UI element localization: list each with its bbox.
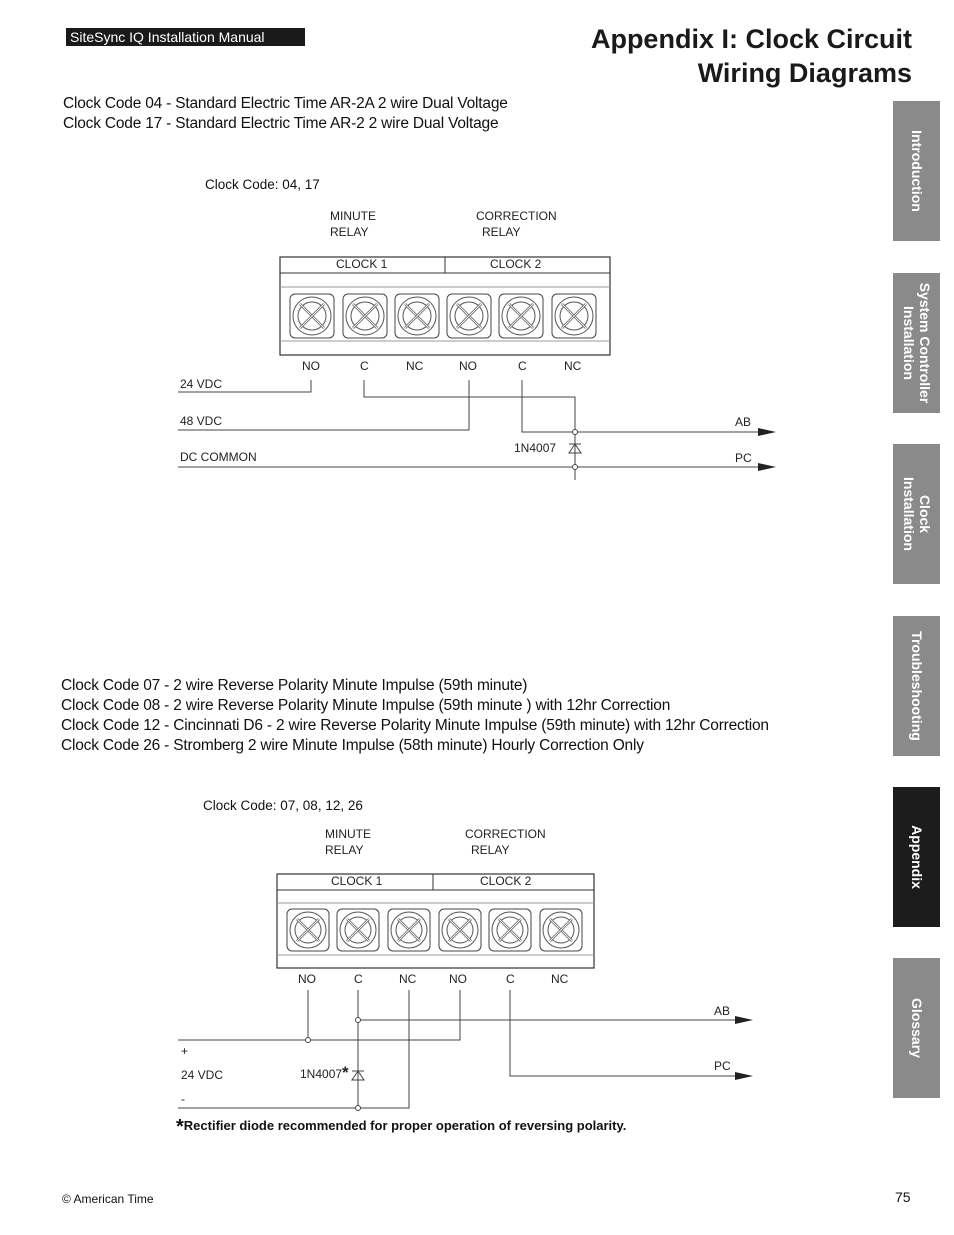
terminal-label: NO [459, 359, 477, 373]
wire-pc [510, 990, 745, 1076]
relay-minute-label: MINUTE [325, 827, 371, 841]
tab-introduction[interactable] [893, 101, 940, 241]
tab-label: Clock Installation [900, 477, 933, 551]
terminal-label: NC [406, 359, 424, 373]
wire-clock2-no [308, 990, 460, 1040]
wire-plus [178, 990, 308, 1040]
page-title-line1: Appendix I: Clock Circuit [590, 24, 912, 54]
terminal-screw [290, 294, 334, 338]
tab-glossary[interactable] [893, 958, 940, 1098]
terminal-screws [290, 294, 596, 338]
terminal-label: NO [302, 359, 320, 373]
terminal-screw [499, 294, 543, 338]
footnote [176, 1116, 626, 1139]
tab-system-controller-installation[interactable] [893, 273, 940, 413]
tab-troubleshooting[interactable] [893, 616, 940, 756]
terminal-screws [287, 909, 582, 951]
relay-correction-label: RELAY [482, 225, 521, 239]
section1-line: Clock Code 17 - Standard Electric Time AR-2 2 wire Dual Voltage [63, 115, 499, 132]
ab-label: AB [735, 415, 752, 429]
terminal-screw [552, 294, 596, 338]
terminal-screw [343, 294, 387, 338]
relay-minute-label: RELAY [330, 225, 369, 239]
clock2-label: CLOCK 2 [480, 874, 532, 888]
terminal-screw [439, 909, 481, 951]
section2-line: Clock Code 26 - Stromberg 2 wire Minute Impulse (58th minute) Hourly Correction Only [61, 737, 644, 754]
clock1-label: CLOCK 1 [331, 874, 383, 888]
section1-line: Clock Code 04 - Standard Electric Time AR-2A 2 wire Dual Voltage [63, 95, 508, 112]
terminal-label: NO [449, 972, 467, 986]
page-number: 75 [895, 1189, 911, 1205]
footnote-asterisk: * [176, 1116, 184, 1138]
diode-label: 1N4007 [514, 441, 557, 455]
diagram2-clock-code-label: Clock Code: 07, 08, 12, 26 [203, 798, 363, 813]
terminal-label: C [354, 972, 363, 986]
footnote-text: Rectifier diode recommended for proper operation of reversing polarity. [183, 1118, 627, 1133]
terminal-label: NC [399, 972, 417, 986]
terminal-screw [388, 909, 430, 951]
section2-line: Clock Code 07 - 2 wire Reverse Polarity Minute Impulse (59th minute) [61, 677, 528, 694]
diode-asterisk: * [342, 1063, 349, 1082]
terminal-label: NC [564, 359, 582, 373]
diode-1n4007 [306, 1018, 365, 1111]
tab-label: Troubleshooting [908, 631, 925, 741]
voltage-48vdc-label: 48 VDC [180, 414, 223, 428]
dc-common-label: DC COMMON [180, 450, 257, 464]
relay-correction-label: CORRECTION [465, 827, 546, 841]
plus-label: + [181, 1044, 189, 1058]
tab-appendix[interactable] [893, 787, 940, 927]
minus-label: - [181, 1092, 185, 1106]
relay-correction-label: CORRECTION [476, 209, 557, 223]
arrow-pc [758, 463, 776, 471]
wire-minus [178, 990, 409, 1108]
wiring-diagram-1 [0, 0, 954, 500]
pc-label: PC [714, 1059, 731, 1073]
relay-minute-label: RELAY [325, 843, 364, 857]
tab-label: Appendix [908, 825, 925, 889]
pc-label: PC [735, 451, 752, 465]
section2-line: Clock Code 08 - 2 wire Reverse Polarity Minute Impulse (59th minute ) with 12hr Correction [61, 697, 671, 714]
arrow-ab [758, 428, 776, 436]
terminal-screw [489, 909, 531, 951]
wiring-diagram-2 [0, 800, 954, 1130]
terminal-label: C [518, 359, 527, 373]
relay-minute-label: MINUTE [330, 209, 376, 223]
terminal-screw [287, 909, 329, 951]
section2-line: Clock Code 12 - Cincinnati D6 - 2 wire Reverse Polarity Minute Impulse (59th minute) with 12hr Correction [61, 717, 769, 734]
ab-label: AB [714, 1004, 731, 1018]
tab-label: Introduction [908, 130, 925, 212]
arrow-pc [735, 1072, 753, 1080]
copyright: © American Time [62, 1192, 154, 1206]
voltage-24vdc-label: 24 VDC [180, 377, 223, 391]
relay-correction-label: RELAY [471, 843, 510, 857]
terminal-screw [337, 909, 379, 951]
diagram1-clock-code-label: Clock Code: 04, 17 [205, 177, 320, 192]
arrow-ab [735, 1016, 753, 1024]
diode-label: 1N4007 [300, 1067, 343, 1081]
terminal-label: C [506, 972, 515, 986]
tab-label: Glossary [908, 998, 925, 1058]
voltage-24vdc-label: 24 VDC [181, 1068, 224, 1082]
page-title-line2: Wiring Diagrams [697, 58, 912, 88]
wire-ab [522, 380, 768, 432]
section2-description [61, 676, 769, 756]
terminal-screw [447, 294, 491, 338]
clock1-label: CLOCK 1 [336, 257, 388, 271]
terminal-block [277, 874, 594, 968]
tab-clock-installation[interactable] [893, 444, 940, 584]
tab-label: System Controller Installation [900, 282, 933, 404]
clock2-label: CLOCK 2 [490, 257, 542, 271]
terminal-label: NC [551, 972, 569, 986]
manual-label: SiteSync IQ Installation Manual [66, 28, 305, 46]
terminal-label: NO [298, 972, 316, 986]
terminal-screw [540, 909, 582, 951]
terminal-label: C [360, 359, 369, 373]
terminal-screw [395, 294, 439, 338]
